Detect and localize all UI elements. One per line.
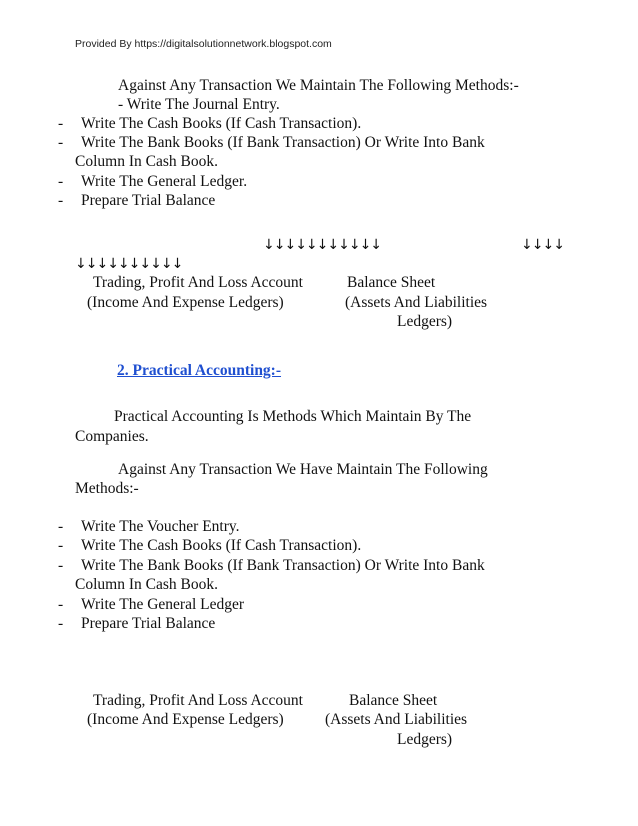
theory-item-trial-balance: Prepare Trial Balance [81,192,216,209]
down-arrows-right: ↓↓↓↓ [521,237,564,253]
journal-entry-item: - Write The Journal Entry. [118,96,280,113]
practical-balance-sheet-sub: (Assets And Liabilities [325,711,468,728]
theory-intro: Against Any Transaction We Maintain The Following Methods:- [118,77,519,94]
practical-para1-line2: Companies. [75,428,149,445]
theory-trading-pl-sub: (Income And Expense Ledgers) [87,294,284,311]
practical-item-general-ledger: Write The General Ledger [81,596,245,613]
theory-item-general-ledger: Write The General Ledger. [81,173,248,190]
page-header-source: Provided By https://digitalsolutionnetwork.blogspot.com [75,38,332,50]
theory-trading-pl-title: Trading, Profit And Loss Account [93,274,303,291]
practical-accounting-heading[interactable]: 2. Practical Accounting:- [117,362,282,379]
theory-item-bank-books: Write The Bank Books (If Bank Transaction) Or Write Into Bank [81,134,485,151]
practical-trading-pl-title: Trading, Profit And Loss Account [93,692,303,709]
theory-balance-sheet-sub2: Ledgers) [397,313,453,330]
bullet-dash: - [58,596,64,613]
theory-item-bank-books-cont: Column In Cash Book. [75,153,218,170]
bullet-dash: - [58,557,64,574]
practical-balance-sheet-title: Balance Sheet [349,692,438,709]
theory-balance-sheet-sub: (Assets And Liabilities [345,294,488,311]
down-arrows-center: ↓↓↓↓↓↓↓↓↓↓↓ [263,237,382,253]
down-arrows-left: ↓↓↓↓↓↓↓↓↓↓ [75,256,183,272]
theory-item-cash-books: Write The Cash Books (If Cash Transaction). [81,115,362,132]
practical-para2-line1: Against Any Transaction We Have Maintain The Following [118,461,488,478]
practical-para1-line1: Practical Accounting Is Methods Which Maintain By The [114,408,472,425]
theory-balance-sheet-title: Balance Sheet [347,274,436,291]
bullet-dash: - [58,615,64,632]
bullet-dash: - [58,173,64,190]
practical-balance-sheet-sub2: Ledgers) [397,731,453,748]
bullet-dash: - [58,115,64,132]
bullet-dash: - [58,518,64,535]
practical-item-cash-books: Write The Cash Books (If Cash Transaction). [81,537,362,554]
practical-item-bank-books: Write The Bank Books (If Bank Transaction) Or Write Into Bank [81,557,485,574]
practical-item-bank-books-cont: Column In Cash Book. [75,576,218,593]
bullet-dash: - [58,537,64,554]
practical-para2-line2: Methods:- [75,480,139,497]
practical-trading-pl-sub: (Income And Expense Ledgers) [87,711,284,728]
bullet-dash: - [58,192,64,209]
bullet-dash: - [58,134,64,151]
practical-item-trial-balance: Prepare Trial Balance [81,615,216,632]
practical-item-voucher-entry: Write The Voucher Entry. [81,518,240,535]
